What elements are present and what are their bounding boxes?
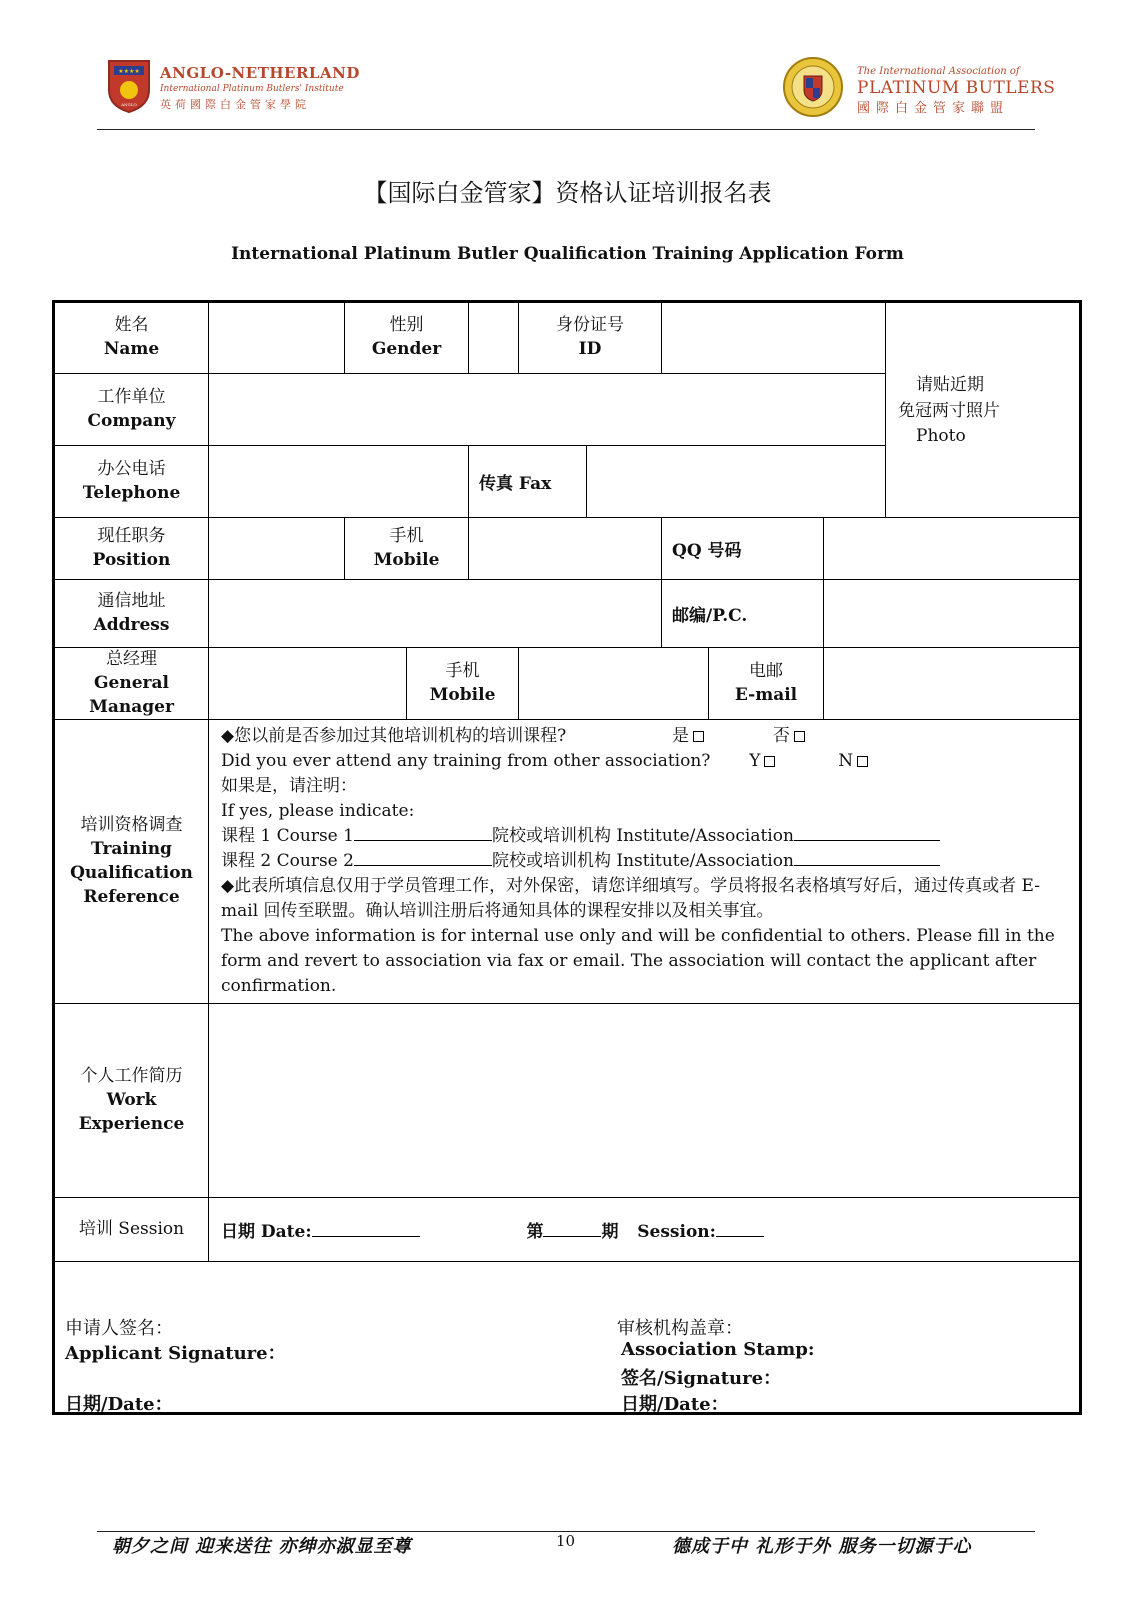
if-yes-cn: 如果是，请注明： (221, 776, 357, 797)
position-field[interactable] (209, 518, 345, 580)
address-label: 通信地址 Address (54, 580, 209, 648)
fax-label: 传真 Fax (469, 446, 587, 518)
left-brand-cn: 英荷國際白金管家學院 (160, 98, 310, 111)
question-cn: ◆您以前是否参加过其他培训机构的培训课程? (221, 726, 567, 747)
question-en: Did you ever attend any training from other association? (221, 751, 711, 772)
name-field[interactable] (209, 302, 345, 374)
svg-text:ANGLO: ANGLO (121, 102, 137, 107)
postcode-field[interactable] (824, 580, 1081, 648)
postcode-label: 邮编/P.C. (662, 580, 824, 648)
session-row: 日期 Date: 第 期 Session: (209, 1198, 1081, 1262)
left-brand-subtitle: International Platinum Butlers' Institute (160, 84, 344, 94)
course-1-label: 课程 1 Course 1 (221, 826, 354, 847)
id-label: 身份证号 ID (519, 302, 662, 374)
email-field[interactable] (824, 648, 1081, 720)
if-yes-en: If yes, please indicate: (221, 801, 415, 822)
company-field[interactable] (209, 374, 886, 446)
institute-1-label: 院校或培训机构 Institute/Association (491, 826, 794, 847)
right-brand-tagline: The International Association of (857, 66, 1020, 77)
course-1-field[interactable] (354, 825, 492, 841)
left-brand-name: ANGLO-NETHERLAND (160, 64, 360, 82)
fax-field[interactable] (587, 446, 886, 518)
signature-label: 签名/Signature： (621, 1368, 782, 1390)
telephone-field[interactable] (209, 446, 469, 518)
company-label: 工作单位 Company (54, 374, 209, 446)
training-label: 培训资格调查 Training Qualification Reference (54, 720, 209, 1004)
right-brand-name: PLATINUM BUTLERS (857, 78, 1056, 98)
footer-motto-left: 朝夕之间 迎来送往 亦绅亦淑显至尊 (112, 1536, 412, 1557)
mobile-field[interactable] (469, 518, 662, 580)
application-form-table (52, 300, 1082, 1415)
qq-field[interactable] (824, 518, 1081, 580)
session-label: 培训 Session (54, 1198, 209, 1262)
header-divider (97, 129, 1035, 130)
applicant-date: 日期/Date： (65, 1394, 173, 1416)
gm-mobile-label: 手机 Mobile (407, 648, 519, 720)
platinum-butlers-seal-logo (782, 56, 844, 118)
institute-2-field[interactable] (794, 850, 940, 866)
session-number-field[interactable] (543, 1221, 601, 1237)
gm-mobile-field[interactable] (519, 648, 709, 720)
photo-box[interactable]: 请贴近期 免冠两寸照片 Photo (886, 302, 1081, 518)
no-checkbox-en[interactable] (857, 756, 868, 767)
yes-checkbox-en[interactable] (764, 756, 775, 767)
right-brand-cn: 國際白金管家聯盟 (857, 101, 1010, 116)
yes-checkbox-cn[interactable] (693, 731, 704, 742)
privacy-note-en: The above information is for internal use only and will be confidential to others. Please fill in the form and revert to association via fax or email. The association will contact the applicant after confirmation. (221, 926, 1055, 997)
applicant-signature-cn: 申请人签名： (65, 1318, 173, 1340)
form-title-en: International Platinum Butler Qualification Training Application Form (231, 244, 904, 264)
gender-field[interactable] (469, 302, 519, 374)
privacy-note-cn: ◆此表所填信息仅用于学员管理工作，对外保密，请您详细填写。学员将报名表格填写好后，通过传真或者 E-mail 回传至联盟。确认培训注册后将通知具体的课程安排以及相关事宜。 (221, 876, 1040, 922)
id-field[interactable] (662, 302, 886, 374)
gm-label: 总经理 General Manager (54, 648, 209, 720)
qq-label: QQ 号码 (662, 518, 824, 580)
position-label: 现任职务 Position (54, 518, 209, 580)
anglo-netherland-shield-logo (106, 58, 152, 114)
course-2-label: 课程 2 Course 2 (221, 851, 354, 872)
stamp-label-cn: 审核机构盖章： (617, 1318, 743, 1340)
institute-1-field[interactable] (794, 825, 940, 841)
form-title-cn: 【国际白金管家】资格认证培训报名表 (363, 179, 772, 207)
address-field[interactable] (209, 580, 662, 648)
telephone-label: 办公电话 Telephone (54, 446, 209, 518)
page-number: 10 (556, 1532, 576, 1550)
course-2-field[interactable] (354, 850, 492, 866)
no-checkbox-cn[interactable] (794, 731, 805, 742)
stamp-label-en: Association Stamp: (621, 1339, 815, 1361)
applicant-signature-en: Applicant Signature： (65, 1343, 286, 1365)
svg-text:★★★★: ★★★★ (118, 68, 140, 75)
session-date-field[interactable] (312, 1221, 420, 1237)
institute-2-label: 院校或培训机构 Institute/Association (491, 851, 794, 872)
name-label: 姓名 Name (54, 302, 209, 374)
signature-section (54, 1262, 1081, 1414)
gm-field[interactable] (209, 648, 407, 720)
footer-motto-right: 德成于中 礼形于外 服务一切源于心 (672, 1536, 972, 1557)
training-survey: ◆您以前是否参加过其他培训机构的培训课程? 是 否 Did you ever attend any training from other association? Y N 如果是，请注明： If yes, please indicate: 课程 1 Course 1 院校或培训机构 Institute/Association 课程 2 Course 2 院校或培训机构 Institute/Association ◆此表所填信息仅用于学员管理工作，对外保密，请您详细填写。学员将报名表格填写好后，通过传真或者 E-mail 回传至联盟。确认培训注册后将通知具体的课程安排以及相关事宜。 The above information is for internal use only and will be confidential to others. Please fill in the form and revert to association via fax or email. The association will contact the applicant after confirmation. (209, 720, 1081, 1004)
mobile-label: 手机 Mobile (345, 518, 469, 580)
session-name-field[interactable] (716, 1221, 764, 1237)
work-experience-label: 个人工作简历 Work Experience (54, 1004, 209, 1198)
work-experience-field[interactable] (209, 1004, 1081, 1198)
gender-label: 性别 Gender (345, 302, 469, 374)
email-label: 电邮 E-mail (709, 648, 824, 720)
stamp-date: 日期/Date： (621, 1394, 729, 1416)
